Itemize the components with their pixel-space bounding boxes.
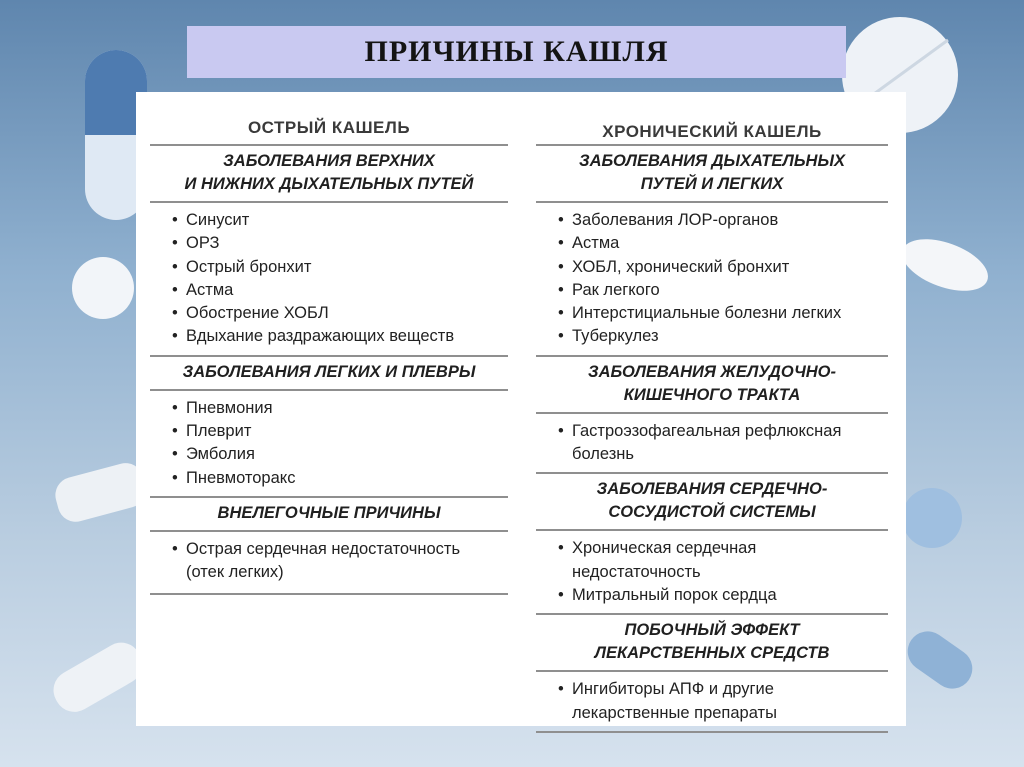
list-item: • Гастроэзофагеальная рефлюксная — [558, 420, 888, 443]
causes-table — [136, 92, 906, 726]
cause-list — [536, 531, 888, 613]
list-item: • Вдыхание раздражающих веществ — [172, 325, 508, 348]
list-item: • Острый бронхит — [172, 256, 508, 279]
tablet-icon — [72, 257, 134, 319]
list-item: • Ингибиторы АПФ и другие — [558, 678, 888, 701]
list-item: • Синусит — [172, 209, 508, 232]
list-item: • Острая сердечная недостаточность — [172, 538, 508, 561]
cause-list — [536, 672, 888, 731]
section-heading: ЗАБОЛЕВАНИЯ ЖЕЛУДОЧНО- КИШЕЧНОГО ТРАКТА — [587, 362, 836, 404]
cause-list — [536, 414, 888, 473]
list-item: • Хроническая сердечная — [558, 537, 888, 560]
list-item-continuation: недостаточность — [572, 562, 701, 581]
list-item: • Астма — [172, 279, 508, 302]
list-item: • Рак легкого — [558, 279, 888, 302]
list-item-continuation: (отек легких) — [186, 563, 284, 582]
section-heading: ЗАБОЛЕВАНИЯ СЕРДЕЧНО- СОСУДИСТОЙ СИСТЕМЫ — [596, 480, 828, 522]
section-heading: ПОБОЧНЫЙ ЭФФЕКТ ЛЕКАРСТВЕННЫХ СРЕДСТВ — [594, 621, 830, 663]
list-item: • Пневмония — [172, 397, 508, 420]
list-item: • Туберкулез — [558, 325, 888, 348]
divider — [150, 593, 508, 595]
section-heading: ЗАБОЛЕВАНИЯ ВЕРХНИХ И НИЖНИХ ДЫХАТЕЛЬНЫХ ПУТЕЙ — [184, 152, 474, 193]
list-item: • Митральный порок сердца — [558, 584, 888, 607]
cause-list — [536, 203, 888, 355]
list-item: • ХОБЛ, хронический бронхит — [558, 256, 888, 279]
list-item: • Заболевания ЛОР-органов — [558, 209, 888, 232]
list-item: • Пневмоторакс — [172, 467, 508, 490]
tablet-icon — [895, 229, 995, 301]
column-heading: ХРОНИЧЕСКИЙ КАШЕЛЬ — [602, 122, 822, 141]
cause-list — [150, 391, 508, 496]
list-item-continuation: лекарственные препараты — [572, 703, 777, 722]
list-item: • Астма — [558, 232, 888, 255]
column-heading: ОСТРЫЙ КАШЕЛЬ — [247, 118, 411, 137]
chronic-cough-column — [536, 92, 888, 733]
acute-cough-column — [150, 92, 508, 595]
page-title: ПРИЧИНЫ КАШЛЯ — [187, 26, 846, 78]
list-item: • Интерстициальные болезни легких — [558, 302, 888, 325]
section-heading: ЗАБОЛЕВАНИЯ ЛЕГКИХ И ПЛЕВРЫ — [182, 362, 476, 381]
section-heading: ЗАБОЛЕВАНИЯ ДЫХАТЕЛЬНЫХ ПУТЕЙ И ЛЕГКИХ — [579, 152, 845, 193]
cause-list — [150, 203, 508, 355]
section-heading: ВНЕЛЕГОЧНЫЕ ПРИЧИНЫ — [217, 503, 441, 522]
list-item: • Обострение ХОБЛ — [172, 302, 508, 325]
tablet-icon — [46, 635, 149, 719]
list-item: • Плеврит — [172, 420, 508, 443]
cause-list — [150, 532, 508, 593]
ball-icon — [902, 488, 962, 548]
divider — [536, 731, 888, 733]
capsule-icon — [900, 624, 980, 697]
list-item: • Эмболия — [172, 443, 508, 466]
list-item-continuation: болезнь — [572, 445, 634, 464]
list-item: • ОРЗ — [172, 232, 508, 255]
